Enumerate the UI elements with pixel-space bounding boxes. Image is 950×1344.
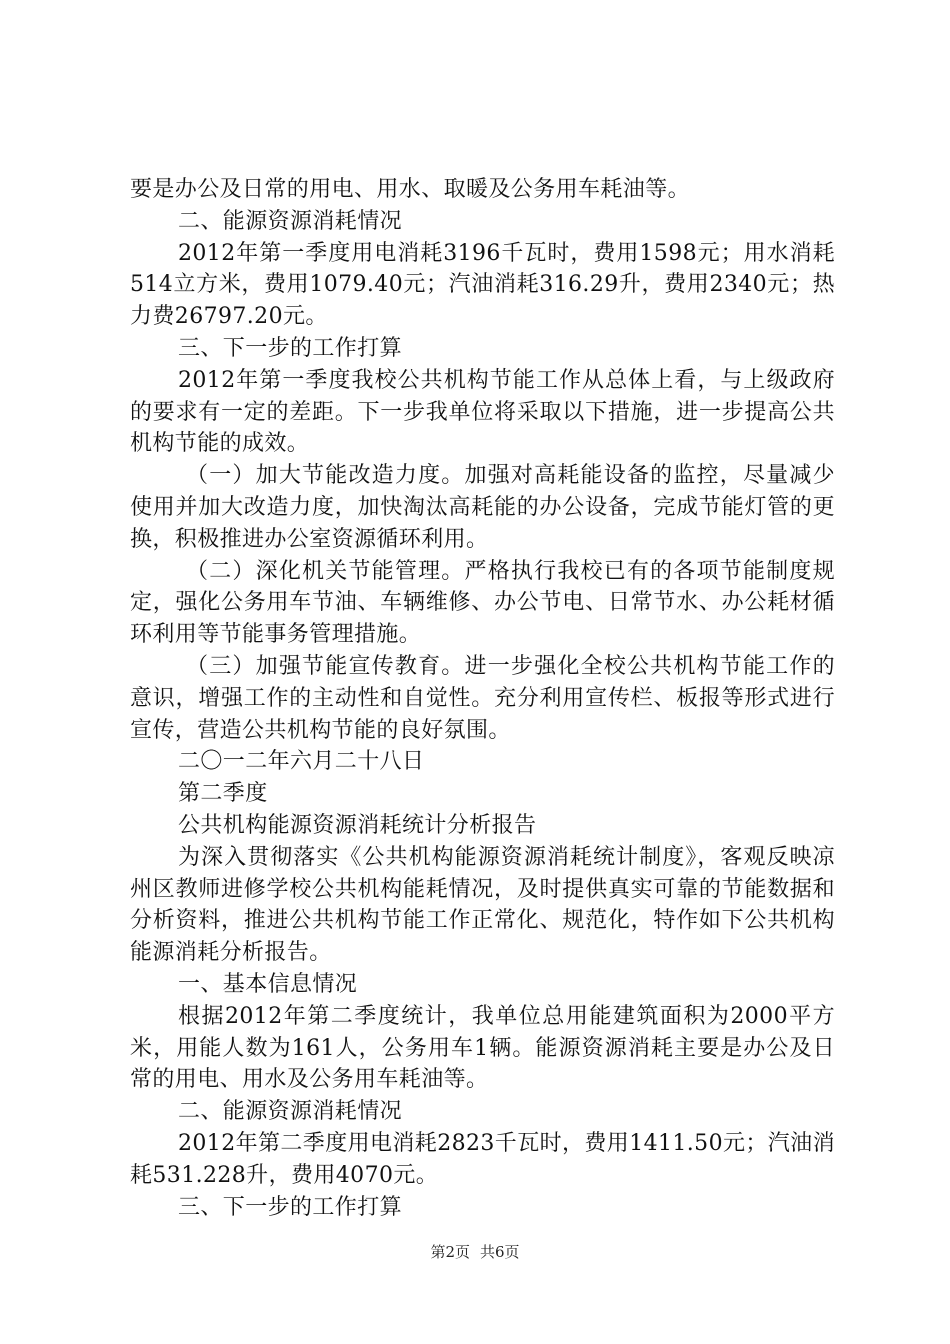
section-heading: 一、基本信息情况: [178, 971, 358, 997]
page-number: 第2页: [430, 1243, 470, 1261]
report-period: 第二季度: [178, 781, 268, 807]
page-total: 共6页: [480, 1243, 520, 1261]
paragraph: 2012年第一季度我校公共机构节能工作从总体上看，与上级政府的要求有一定的差距。下一步我单位将采取以下措施，进一步提高公共机构节能的成效。: [130, 367, 835, 457]
document-body: [130, 174, 835, 1223]
paragraph: （二）深化机关节能管理。严格执行我校已有的各项节能制度规定，强化公务用车节油、车辆维修、办公节电、日常节水、办公耗材循环利用等节能事务管理措施。: [130, 558, 835, 648]
paragraph: 要是办公及日常的用电、用水、取暖及公务用车耗油等。: [130, 177, 691, 202]
section-heading: 二、能源资源消耗情况: [178, 208, 403, 234]
section-heading: 二、能源资源消耗情况: [178, 1099, 403, 1125]
paragraph: 为深入贯彻落实《公共机构能源资源消耗统计制度》，客观反映凉州区教师进修学校公共机构能耗情况，及时提供真实可靠的节能数据和分析资料，推进公共机构节能工作正常化、规范化，特作如下公共机构能源消耗分析报告。: [130, 844, 835, 966]
section-heading: 三、下一步的工作打算: [178, 335, 403, 361]
paragraph: 根据2012年第二季度统计，我单位总用能建筑面积为2000平方米，用能人数为161人，公务用车1辆。能源资源消耗主要是办公及日常的用电、用水及公务用车耗油等。: [130, 1003, 835, 1093]
section-heading: 三、下一步的工作打算: [178, 1194, 403, 1220]
paragraph: （三）加强节能宣传教育。进一步强化全校公共机构节能工作的意识，增强工作的主动性和自觉性。充分利用宣传栏、板报等形式进行宣传，营造公共机构节能的良好氛围。: [130, 653, 835, 743]
page-footer: [0, 1242, 950, 1262]
date-line: 二〇一二年六月二十八日: [178, 749, 425, 775]
paragraph: 2012年第二季度用电消耗2823千瓦时，费用1411.50元；汽油消耗531.228升，费用4070元。: [130, 1130, 835, 1188]
paragraph: 2012年第一季度用电消耗3196千瓦时，费用1598元；用水消耗514立方米，费用1079.40元；汽油消耗316.29升，费用2340元；热力费26797.20元。: [130, 240, 835, 330]
paragraph: （一）加大节能改造力度。加强对高耗能设备的监控，尽量减少使用并加大改造力度，加快淘汰高耗能的办公设备，完成节能灯管的更换，积极推进办公室资源循环利用。: [130, 463, 835, 552]
report-title: 公共机构能源资源消耗统计分析报告: [178, 812, 537, 838]
